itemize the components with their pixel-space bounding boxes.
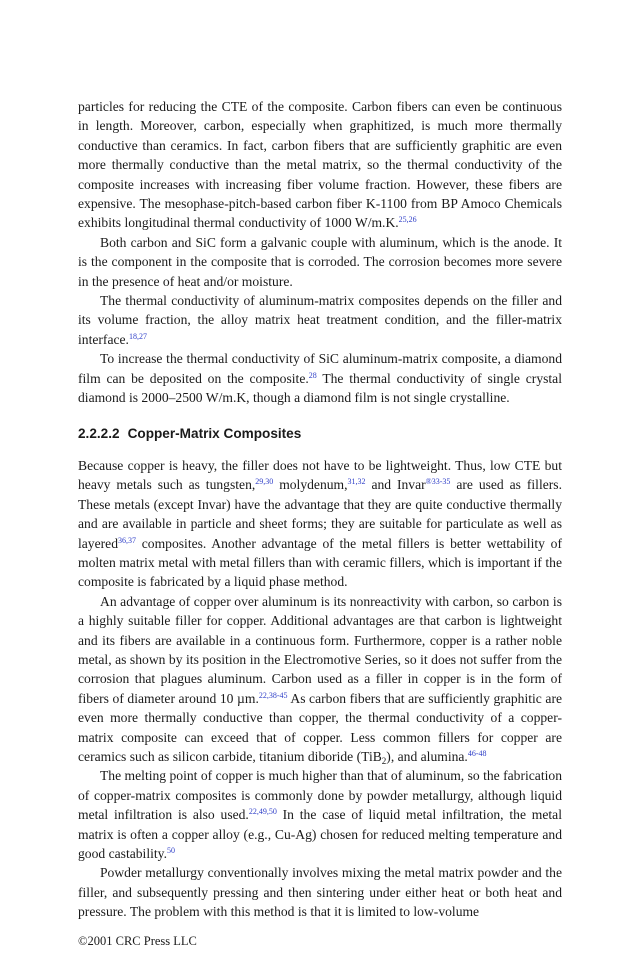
paragraph-text: and Invar: [365, 477, 426, 493]
paragraph-text: As carbon fibers that are sufficiently graphitic are even more thermally conductive than copper, the thermal conductivity of a copper-matrix composite can exceed that of copper. Less common fillers for copper are ceramics such as silicon carbide, titanium diboride (TiB: [78, 690, 563, 764]
section-heading: [78, 424, 562, 443]
paragraph-text: molydenum,: [273, 477, 348, 493]
citation-link[interactable]: 50: [166, 846, 175, 856]
paragraph-5: [78, 456, 562, 592]
section-number: 2.2.2.2: [78, 425, 120, 441]
citation-link[interactable]: 25,26: [398, 215, 417, 225]
paragraph-text: The melting point of copper is much higher than that of aluminum, so the fabrication of copper-matrix composites is commonly done by powder metallurgy, although liquid metal infiltration is also used.: [78, 768, 562, 823]
paragraph-text: To increase the thermal conductivity of SiC aluminum-matrix composite, a diamond film can be deposited on the composite.: [78, 351, 562, 386]
paragraph-text: composites. Another advantage of the metal fillers is better wettability of molten matrix metal with metal fillers than with ceramic fillers, which is important if the composite is fabricated by a liquid phase method.: [78, 535, 562, 590]
citation-link[interactable]: 31,32: [347, 477, 366, 487]
paragraph-text: In the case of liquid metal infiltration, the metal matrix is often a copper alloy (e.g., Cu-Ag) chosen for reduced melting temperature and good castability.: [78, 807, 562, 862]
citation-link[interactable]: 28: [308, 370, 317, 380]
paragraph-text: Powder metallurgy conventionally involves mixing the metal matrix powder and the filler, and subsequently pressing and then sintering under either heat or both heat and pressure. The problem with this method is that it is limited to low-volume: [78, 865, 562, 920]
paragraph-7: [78, 766, 562, 863]
paragraph-2: [78, 233, 562, 291]
registered-mark: ®: [425, 477, 432, 487]
paragraph-text: An advantage of copper over aluminum is its nonreactivity with carbon, so carbon is a highly suitable filler for copper. Additional advantages are that carbon is lightweight and its fibers are available in a continuous form. Furthermore, copper is a rather noble metal, as shown by its position in the Electromotive Series, so it does not suffer from the corrosion that plagues aluminum. Carbon used as a filler in copper is in the form of fibers of diameter around 10 µm.: [78, 593, 562, 706]
paragraph-text: are used as fillers. These metals (except Invar) have the advantage that they are quite conductive thermally and are available in particle and sheet forms; they are suitable for particulate as well as layered: [78, 477, 562, 551]
citation-link[interactable]: 22,38-45: [258, 690, 288, 700]
citation-link[interactable]: 33-35: [431, 477, 451, 487]
citation-link[interactable]: 22,49,50: [248, 807, 277, 817]
paragraph-3: [78, 291, 562, 349]
page-body: [78, 97, 562, 922]
paragraph-6: [78, 592, 562, 767]
citation-link[interactable]: 18,27: [128, 331, 147, 341]
copyright-footer: ©2001 CRC Press LLC: [78, 934, 197, 948]
paragraph-8: [78, 863, 562, 921]
section-title: Copper-Matrix Composites: [127, 425, 302, 441]
citation-link[interactable]: 36,37: [118, 535, 136, 545]
paragraph-text: Both carbon and SiC form a galvanic couple with aluminum, which is the anode. It is the component in the composite that is corroded. The corrosion becomes more severe in the presence of heat and/or moisture.: [78, 234, 562, 289]
subscript: 2: [381, 756, 387, 766]
paragraph-text: The thermal conductivity of single crystal diamond is 2000–2500 W/m.K, though a diamond film is not single crystalline.: [78, 370, 562, 406]
paragraph-text: ), and alumina.: [386, 749, 468, 764]
paragraph-text: Because copper is heavy, the filler does not have to be lightweight. Thus, low CTE but heavy metals such as tungsten,: [78, 457, 562, 493]
citation-link[interactable]: 46-48: [467, 749, 487, 758]
paragraph-text: The thermal conductivity of aluminum-matrix composites depends on the filler and its volume fraction, the alloy matrix heat treatment condition, and the filler-matrix interface.: [78, 293, 562, 347]
paragraph-text: particles for reducing the CTE of the composite. Carbon fibers can even be continuous in length. Moreover, carbon, especially when graphitized, is much more thermally conductive than ceramics. In fact, carbon fibers that are sufficiently graphitic are even more thermally conductive than the metal matrix, so the thermal conductivity of the composite increases with increasing fiber volume fraction. However, these fibers are expensive. The mesophase-pitch-based carbon fiber K-1100 from BP Amoco Chemicals exhibits longitudinal thermal conductivity of 1000 W/m.K.: [78, 99, 562, 231]
paragraph-4: [78, 349, 562, 407]
paragraph-1: [78, 97, 562, 233]
citation-link[interactable]: 29,30: [255, 477, 274, 487]
